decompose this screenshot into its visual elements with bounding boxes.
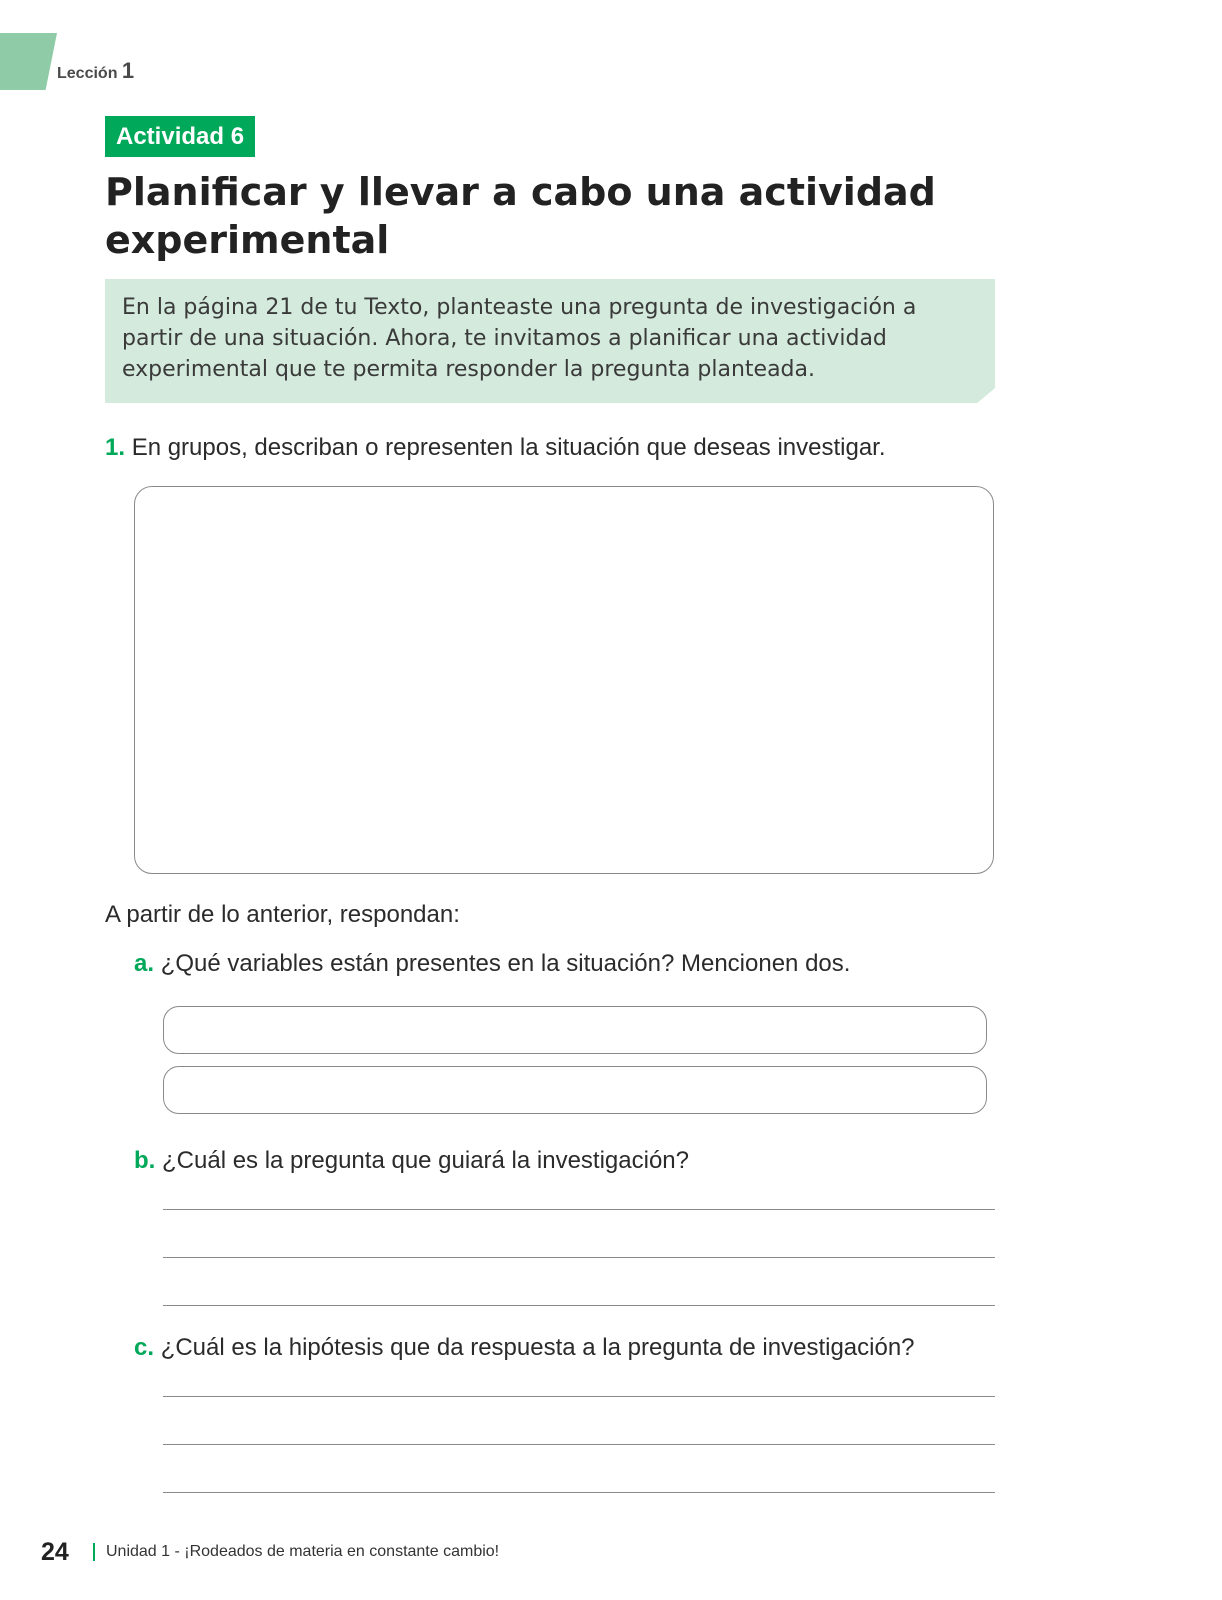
answer-line[interactable]	[163, 1305, 995, 1306]
lesson-corner-tab	[0, 33, 57, 90]
answer-line[interactable]	[163, 1396, 995, 1397]
question-b-letter: b.	[134, 1147, 156, 1174]
question-c	[134, 1334, 915, 1362]
activity-badge: Actividad 6	[105, 116, 255, 157]
question-a-text: ¿Qué variables están presentes en la situación? Mencionen dos.	[160, 950, 851, 977]
question-1-text: En grupos, describan o representen la situación que deseas investigar.	[131, 434, 886, 461]
answer-line[interactable]	[163, 1257, 995, 1258]
question-a-letter: a.	[134, 950, 155, 977]
question-a	[134, 950, 850, 978]
lesson-number: 1	[121, 58, 135, 83]
lesson-label	[57, 58, 134, 84]
question-1-number: 1.	[105, 434, 126, 461]
footer-divider	[93, 1543, 95, 1561]
question-c-letter: c.	[134, 1334, 155, 1361]
question-b-text: ¿Cuál es la pregunta que guiará la investigación?	[162, 1147, 690, 1174]
activity-title: Planificar y llevar a cabo una actividad experimental	[105, 170, 936, 262]
variable-2-field[interactable]	[163, 1066, 987, 1114]
variable-1-field[interactable]	[163, 1006, 987, 1054]
question-1	[105, 434, 886, 462]
page-number: 24	[41, 1538, 69, 1566]
footer-unit-text: Unidad 1 - ¡Rodeados de materia en constante cambio!	[106, 1543, 500, 1560]
answer-line[interactable]	[163, 1444, 995, 1445]
lesson-label-text: Lección	[57, 65, 118, 82]
situation-answer-area[interactable]	[134, 486, 994, 874]
question-b	[134, 1147, 689, 1175]
intro-text: En la página 21 de tu Texto, planteaste una pregunta de investigación a partir de una situación. Ahora, te invitamos a planificar una actividad experimental que te permita responder la pregunta planteada.	[122, 295, 917, 382]
answer-line[interactable]	[163, 1492, 995, 1493]
respond-lead: A partir de lo anterior, respondan:	[105, 901, 460, 928]
question-c-text: ¿Cuál es la hipótesis que da respuesta a la pregunta de investigación?	[160, 1334, 915, 1361]
answer-line[interactable]	[163, 1209, 995, 1210]
